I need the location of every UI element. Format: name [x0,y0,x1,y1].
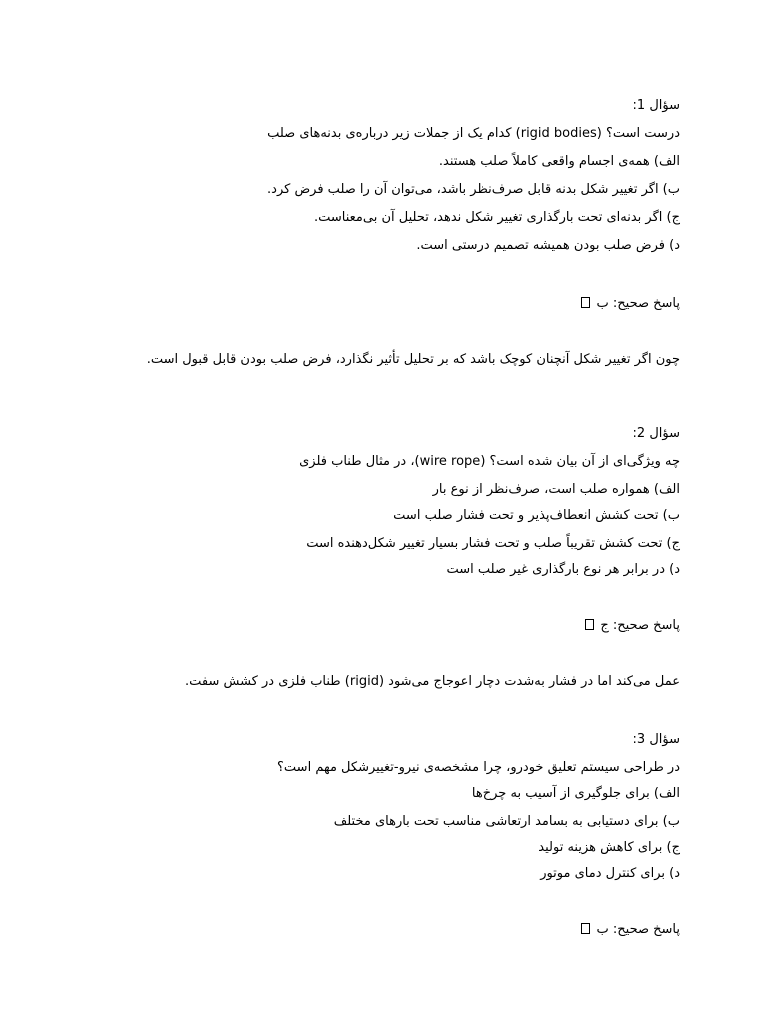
question-2-option-c: ج) تحت کشش تقریباً صلب و تحت فشار بسیار تغییر شکل‌دهنده است [306,536,680,551]
question-3-title: سؤال 3: [632,732,680,747]
question-2-option-b: ب) تحت کشش انعطاف‌پذیر و تحت فشار صلب است [393,508,680,523]
question-1-option-a: الف) همه‌ی اجسام واقعی کاملاً صلب هستند. [438,154,680,169]
question-1-option-b: ب) اگر تغییر شکل بدنه قابل صرف‌نظر باشد، می‌توان آن را صلب فرض کرد. [267,182,680,197]
answer-text: پاسخ صحیح: ج [600,618,680,633]
question-3-option-d: د) برای کنترل دمای موتور [540,866,680,881]
question-2-option-d: د) در برابر هر نوع بارگذاری غیر صلب است [446,562,680,577]
question-1-answer [120,294,680,314]
question-2-answer [120,616,680,636]
question-3-option-a: الف) برای جلوگیری از آسیب به چرخ‌ها [471,786,680,801]
question-3-stem: در طراحی سیستم تعلیق خودرو، چرا مشخصه‌ی نیرو-تغییرشکل مهم است؟ [277,760,680,775]
question-2-option-a: الف) همواره صلب است، صرف‌نظر از نوع بار [432,482,680,497]
question-2-explanation: عمل می‌کند اما در فشار به‌شدت دچار اعوجاج می‌شود (rigid) طناب فلزی در کشش سفت. [185,674,680,689]
answer-text: پاسخ صحیح: ب [596,922,680,937]
question-1-stem: درست است؟ (rigid bodies) کدام یک از جملات زیر درباره‌ی بدنه‌های صلب [267,126,680,141]
checkbox-icon [581,923,590,934]
question-2-title: سؤال 2: [632,426,680,441]
question-1-option-c: ج) اگر بدنه‌ای تحت بارگذاری تغییر شکل ندهد، تحلیل آن بی‌معناست. [313,210,680,225]
question-2-stem: چه ویژگی‌ای از آن بیان شده است؟ (wire rope)، در مثال طناب فلزی [299,454,680,469]
checkbox-icon [585,619,594,630]
question-3-answer [120,920,680,940]
question-1-option-d: د) فرض صلب بودن همیشه تصمیم درستی است. [416,238,680,253]
question-1-title: سؤال 1: [632,98,680,113]
answer-text: پاسخ صحیح: ب [596,296,680,311]
question-3-option-c: ج) برای کاهش هزینه تولید [538,840,680,855]
question-3-option-b: ب) برای دستیابی به بسامد ارتعاشی مناسب تحت بارهای مختلف [333,814,680,829]
checkbox-icon [581,297,590,308]
question-1-explanation: چون اگر تغییر شکل آنچنان کوچک باشد که بر تحلیل تأثیر نگذارد، فرض صلب بودن قابل قبول است. [146,352,680,367]
